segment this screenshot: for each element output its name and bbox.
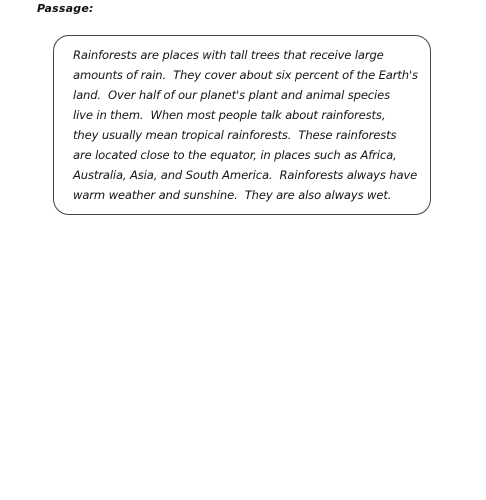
passage-box	[53, 35, 431, 215]
passage-line: warm weather and sunshine. They are also always wet.	[73, 188, 392, 202]
passage-line: Australia, Asia, and South America. Rainforests always have	[73, 168, 418, 182]
passage-line: are located close to the equator, in places such as Africa,	[73, 148, 397, 162]
passage-line: land. Over half of our planet's plant and animal species	[73, 88, 390, 102]
passage-heading: Passage:	[37, 2, 94, 15]
passage-text	[73, 45, 418, 205]
passage-line: live in them. When most people talk about rainforests,	[73, 108, 386, 122]
passage-line: Rainforests are places with tall trees that receive large	[73, 48, 384, 62]
passage-line: they usually mean tropical rainforests. These rainforests	[73, 128, 397, 142]
passage-line: amounts of rain. They cover about six percent of the Earth's	[73, 68, 418, 82]
